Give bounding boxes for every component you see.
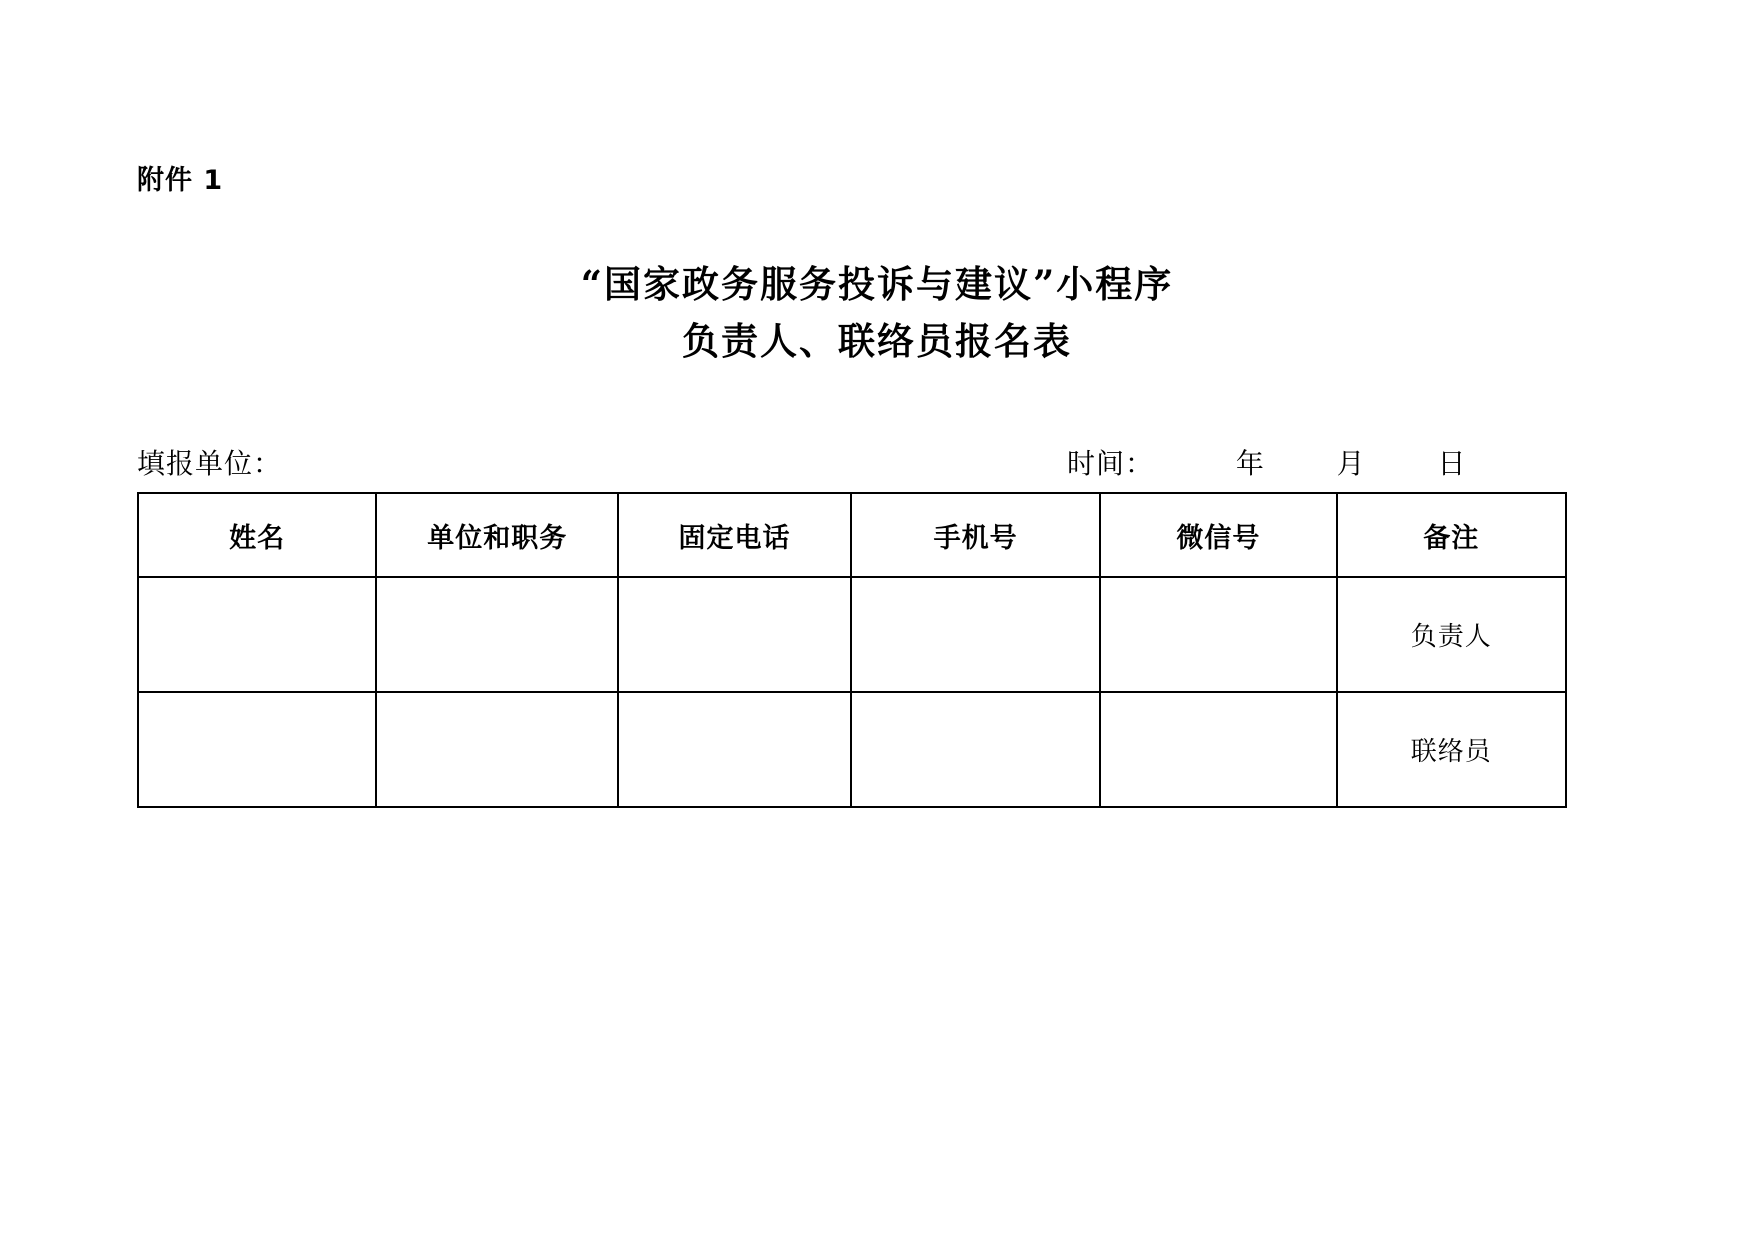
day-label: 日 bbox=[1437, 447, 1467, 480]
time-label: 时间： bbox=[1067, 447, 1155, 480]
cell-note: 联络员 bbox=[1337, 692, 1567, 807]
table-row bbox=[138, 692, 1566, 807]
month-label: 月 bbox=[1336, 447, 1366, 480]
column-header-tel: 固定电话 bbox=[618, 493, 851, 577]
reporting-unit-label: 填报单位： bbox=[137, 447, 283, 480]
cell-name[interactable] bbox=[138, 692, 376, 807]
cell-mobile[interactable] bbox=[851, 577, 1101, 692]
cell-unit[interactable] bbox=[376, 692, 618, 807]
attachment-label: 附件 1 bbox=[137, 165, 224, 196]
cell-note: 负责人 bbox=[1337, 577, 1567, 692]
date-fields bbox=[1067, 442, 1467, 482]
year-label: 年 bbox=[1235, 447, 1265, 480]
page-title bbox=[0, 256, 1754, 371]
cell-tel[interactable] bbox=[618, 577, 851, 692]
page-title-line-1: “国家政务服务投诉与建议”小程序 bbox=[580, 262, 1174, 306]
column-header-note: 备注 bbox=[1337, 493, 1567, 577]
cell-unit[interactable] bbox=[376, 577, 618, 692]
cell-wechat[interactable] bbox=[1100, 692, 1336, 807]
column-header-wechat: 微信号 bbox=[1100, 493, 1336, 577]
column-header-name: 姓名 bbox=[138, 493, 376, 577]
cell-name[interactable] bbox=[138, 577, 376, 692]
table-header-row bbox=[138, 493, 1566, 577]
cell-wechat[interactable] bbox=[1100, 577, 1336, 692]
form-meta-row bbox=[137, 442, 1567, 484]
column-header-unit: 单位和职务 bbox=[376, 493, 618, 577]
cell-tel[interactable] bbox=[618, 692, 851, 807]
table-row bbox=[138, 577, 1566, 692]
cell-mobile[interactable] bbox=[851, 692, 1101, 807]
column-header-mobile: 手机号 bbox=[851, 493, 1101, 577]
page-title-line-2: 负责人、联络员报名表 bbox=[682, 319, 1072, 364]
registration-table bbox=[137, 492, 1567, 808]
